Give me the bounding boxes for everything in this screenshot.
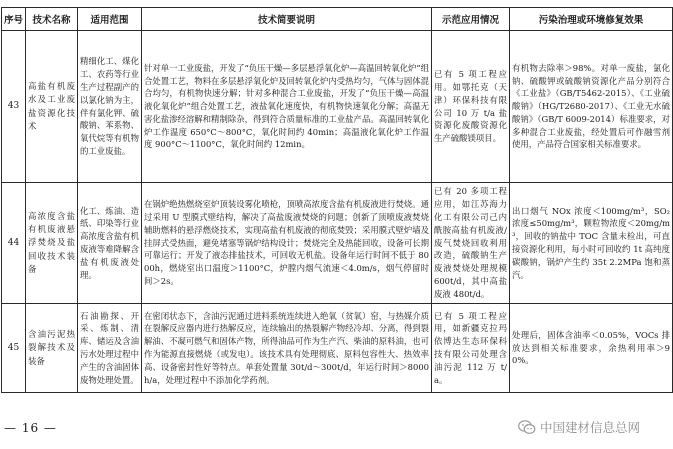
table-header-row [2, 8, 673, 31]
demo-text: 已有 5 项工程应用。如鄂托克（天津）环保科技有限公司 10 万 t/a 盐资源化废酸资源化生产硫酸镁项目。 [434, 69, 507, 144]
tech-name-cell [26, 31, 78, 183]
table-row [2, 31, 673, 183]
description-cell [142, 31, 432, 183]
effect-cell [510, 304, 673, 393]
effect-text: 出口烟气 NOx 浓度＜100mg/m³，SO₂ 浓度≤50mg/m³，颗粒物浓度＜20mg/m³，回收的钠盐中 TOC 含量未检出，可直接资源化利用，每小时可回收约 1t 高纯度碳酸钠，锅炉产生约 35t 2.2MPa 饱和蒸汽。 [512, 205, 670, 280]
tech-name: 高盐有机废水及工业废盐资源化技术 [28, 81, 75, 131]
scope-cell [78, 183, 142, 304]
tech-name: 含油污泥热裂解技术及装备 [28, 329, 75, 366]
header-tech-name: 技术名称 [26, 8, 78, 31]
description-cell [142, 183, 432, 304]
scope-text: 石油勘探、开采、炼制、清库、储运及含油污水处理过程中产生的含油固体废物处理处置。 [80, 310, 139, 385]
header-no: 序号 [2, 8, 26, 31]
page-number: — 16 — [4, 421, 57, 435]
description-text: 在锅炉绝热燃烧室炉顶装设雾化喷枪，顶喷高浓度含盐有机废液进行焚烧。通过采用 U 型膜式壁结构，解决了高盐废液焚烧的问题；创新了顶喷废液焚烧辅助燃料的悬浮燃烧技术，实现高盐有机废液的彻底焚毁；采用膜式壁炉墙及挂屏式受热面，避免堵塞等锅炉结构设计；焚烧完全及热能回收，设备可长期可靠运行；开发了液态排盐技术，可回收无机盐。设备年运行时间不低于 8000h，燃烧室出口温度＞1100°C，炉膛内烟气流速＜4.0m/s，烟气停留时间＞2s。 [144, 199, 429, 286]
scope-cell [78, 304, 142, 393]
effect-cell [510, 183, 673, 304]
demo-cell [432, 183, 510, 304]
effect-text: 处理后，固体含油率＜0.05%，VOCs 排放达到相关标准要求，余热利用率＞90%。 [512, 329, 670, 366]
tech-name-cell [26, 183, 78, 304]
description-text: 在密闭状态下，含油污泥通过进料系统连续进入绝氧（贫氧）窑，与热媒介质在裂解反应器内进行热解反应，连续输出的热裂解产物经冷却、分离，得到裂解油、不凝可燃气和固体产物，所得油品可作为生产汽、柴油的原料油，也可作为能源直接燃烧（或发电）。该技术具有处理彻底、原料包容性大、热效率高、设备密封性好等特点。单套处置量 30t/d～300t/d，年运行时间＞8000h/a，处理过程中不添加化学药剂。 [144, 310, 429, 385]
technology-table [1, 7, 673, 393]
header-scope: 适用范围 [78, 8, 142, 31]
row-number: 45 [2, 304, 26, 393]
tech-name: 高浓度含盐有机废液悬浮焚烧及盐回收技术装备 [28, 210, 75, 274]
effect-cell [510, 31, 673, 183]
row-number: 44 [2, 183, 26, 304]
demo-text: 已有 20 多项工程应用，如江苏海力化工有限公司己内酰胺高盐有机废液/废气焚烧回收利用改造，硫酸钠生产废液焚烧处理规模 600t/d，其中高盐废液 480t/d。 [434, 186, 507, 299]
header-effect: 污染治理或环境修复效果 [510, 8, 673, 31]
wechat-icon [518, 420, 536, 435]
description-text: 针对单一工业废盐，开发了“负压干燥—多层悬浮氧化炉—高温回转氧化炉”组合处置工艺，物料在多层悬浮氧化炉及回转氧化炉内受热均匀，气体与固体混合均匀，有机物快速分解；针对多种混合工业废盐，开发了“负压干燥—高温液化氧化炉”组合处置工艺，液盐氧化速度快，有机物快速氧化分解；高温无害化盐渗经溶解和精制除杂，得到符合质量标准的工业盐产品。高温回转氧化炉工作温度 650°C～800°C，氧化时间约 40min；高温液化氧化炉工作温度 900°C～1100°C，氧化时间约 12min。 [144, 62, 429, 150]
watermark [518, 418, 640, 436]
description-cell [142, 304, 432, 393]
scope-text: 化工、炼油、造纸、印染等行业高浓度含盐有机废液等难降解含盐有机废液处理。 [80, 205, 139, 280]
row-number: 43 [2, 31, 26, 183]
demo-text: 已有 5 项工程应用，如新疆克拉玛依博达生态环保科技有限公司处理含油污泥 112 万 t/a。 [434, 310, 507, 385]
watermark-text: 中国建材信息总网 [540, 420, 641, 435]
header-description: 技术简要说明 [142, 8, 432, 31]
scope-text: 精细化工、煤化工、农药等行业生产过程副产的以氯化钠为主，伴有氯化钾、硫酸钠、苯系物、氧代烷等有机物的工业废盐。 [80, 56, 139, 156]
scope-cell [78, 31, 142, 183]
demo-cell [432, 304, 510, 393]
tech-name-cell [26, 304, 78, 393]
effect-text: 有机物去除率＞98%。对单一废盐，氯化钠、硫酸钾或硫酸钠资源化产品分别符合《工业盐》（GB/T5462-2015）、《工业硫酸钠》（HG/T2680-2017）、《工业无水硫酸钠》（GB/T 6009-2014）标准要求，对多种混合工业废盐，经处置后可作融雪剂使用，产品符合国家相关标准要求。 [512, 62, 670, 150]
demo-cell [432, 31, 510, 183]
table-row [2, 304, 673, 393]
table-row [2, 183, 673, 304]
header-demo: 示范应用情况 [432, 8, 510, 31]
